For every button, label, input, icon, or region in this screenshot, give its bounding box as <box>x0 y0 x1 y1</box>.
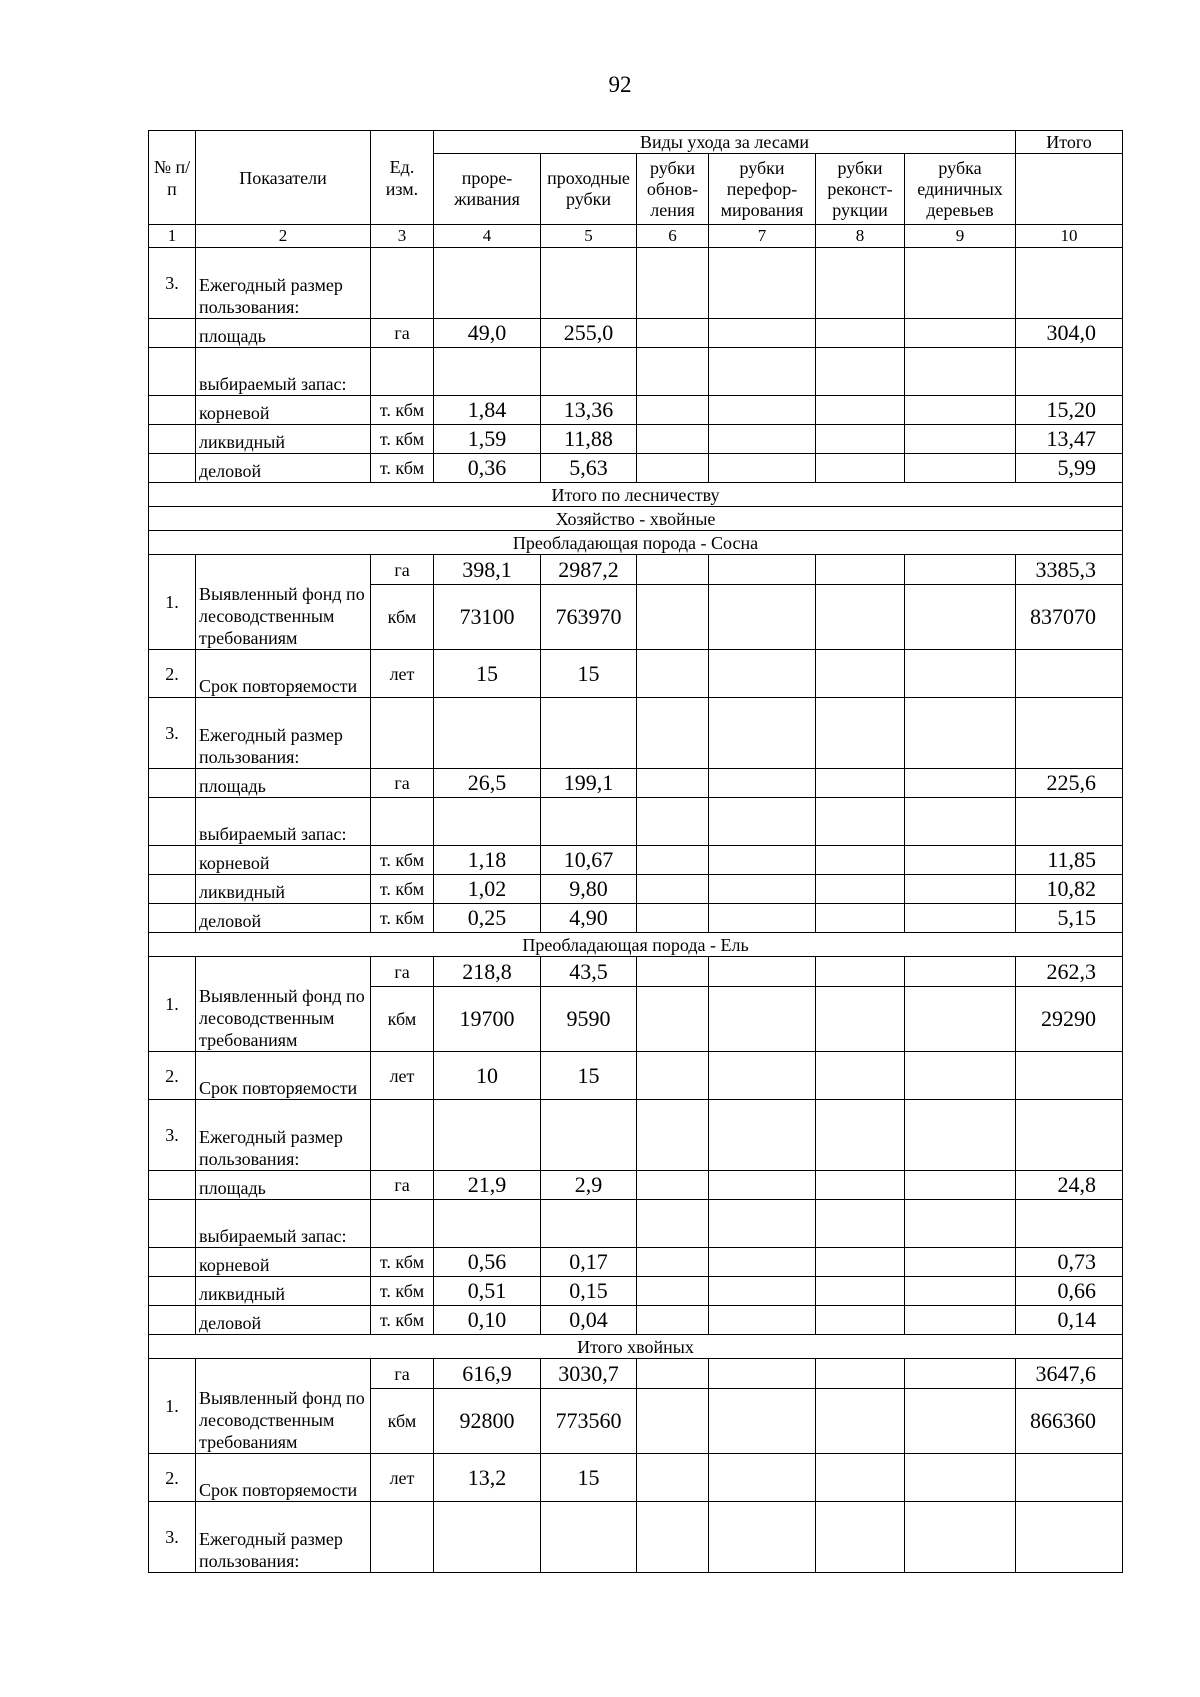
table-row <box>149 769 1123 798</box>
unit-cell: кбм <box>371 987 434 1052</box>
total-cell: 866360 <box>1016 1389 1123 1454</box>
value-cell: 19700 <box>434 987 541 1052</box>
table-row <box>149 846 1123 875</box>
table-row <box>149 1200 1123 1248</box>
value-cell: 15 <box>434 650 541 698</box>
value-cell: 616,9 <box>434 1359 541 1389</box>
value-cell: 92800 <box>434 1389 541 1454</box>
unit-cell: т. кбм <box>371 1248 434 1277</box>
column-number: 2 <box>196 225 371 248</box>
table-row <box>149 1306 1123 1335</box>
table-row <box>149 798 1123 846</box>
header-row-1 <box>149 131 1123 154</box>
value-cell: 9,80 <box>541 875 637 904</box>
row-label: Срок повторяемости <box>196 650 371 698</box>
unit-cell: т. кбм <box>371 875 434 904</box>
table-row <box>149 454 1123 483</box>
row-label: Срок повторяемости <box>196 1052 371 1100</box>
table-row <box>149 698 1123 769</box>
total-cell: 15,20 <box>1016 396 1123 425</box>
value-cell: 4,90 <box>541 904 637 933</box>
value-cell: 15 <box>541 1454 637 1502</box>
row-number: 2. <box>149 650 196 698</box>
table-row <box>149 650 1123 698</box>
value-cell: 0,17 <box>541 1248 637 1277</box>
unit-cell: га <box>371 769 434 798</box>
table-row <box>149 1277 1123 1306</box>
value-cell: 3030,7 <box>541 1359 637 1389</box>
unit-cell: лет <box>371 1454 434 1502</box>
table-row <box>149 1454 1123 1502</box>
row-label: деловой <box>196 454 371 483</box>
value-cell: 255,0 <box>541 319 637 348</box>
value-cell: 21,9 <box>434 1171 541 1200</box>
column-number: 1 <box>149 225 196 248</box>
row-label: выбираемый запас: <box>196 348 371 396</box>
value-cell: 0,56 <box>434 1248 541 1277</box>
row-label: деловой <box>196 1306 371 1335</box>
value-cell: 15 <box>541 1052 637 1100</box>
header-col-8: рубки реконст-рукции <box>816 154 905 225</box>
unit-cell: т. кбм <box>371 454 434 483</box>
row-label: Выявленный фонд по лесоводственным требованиям <box>196 957 371 1052</box>
total-cell: 225,6 <box>1016 769 1123 798</box>
unit-cell: лет <box>371 650 434 698</box>
row-label: Выявленный фонд по лесоводственным требованиям <box>196 555 371 650</box>
row-number: 1. <box>149 1359 196 1454</box>
table-row <box>149 319 1123 348</box>
value-cell: 10 <box>434 1052 541 1100</box>
unit-cell: га <box>371 555 434 585</box>
value-cell: 218,8 <box>434 957 541 987</box>
row-number: 1. <box>149 555 196 650</box>
section-row <box>149 483 1123 507</box>
column-number: 8 <box>816 225 905 248</box>
value-cell: 1,18 <box>434 846 541 875</box>
value-cell: 9590 <box>541 987 637 1052</box>
value-cell: 13,2 <box>434 1454 541 1502</box>
header-care-types: Виды ухода за лесами <box>434 131 1016 154</box>
section-row <box>149 933 1123 957</box>
value-cell: 199,1 <box>541 769 637 798</box>
row-label: ликвидный <box>196 1277 371 1306</box>
total-cell: 0,66 <box>1016 1277 1123 1306</box>
total-cell: 304,0 <box>1016 319 1123 348</box>
row-number: 3. <box>149 248 196 319</box>
unit-cell: т. кбм <box>371 904 434 933</box>
table-row <box>149 1248 1123 1277</box>
value-cell: 13,36 <box>541 396 637 425</box>
unit-cell: т. кбм <box>371 1277 434 1306</box>
value-cell: 763970 <box>541 585 637 650</box>
section-title: Преобладающая порода - Ель <box>149 933 1123 957</box>
total-cell: 29290 <box>1016 987 1123 1052</box>
value-cell: 2,9 <box>541 1171 637 1200</box>
row-number: 3. <box>149 1502 196 1573</box>
value-cell: 0,10 <box>434 1306 541 1335</box>
value-cell: 73100 <box>434 585 541 650</box>
column-number: 7 <box>709 225 816 248</box>
section-row <box>149 531 1123 555</box>
row-label: Выявленный фонд по лесоводственным требованиям <box>196 1359 371 1454</box>
table-row <box>149 348 1123 396</box>
value-cell: 1,02 <box>434 875 541 904</box>
forest-care-table <box>148 130 1123 1573</box>
header-col-7: рубки перефор-мирования <box>709 154 816 225</box>
table-row <box>149 875 1123 904</box>
column-number: 9 <box>905 225 1016 248</box>
unit-cell: т. кбм <box>371 846 434 875</box>
header-unit: Ед. изм. <box>371 131 434 225</box>
row-label: ликвидный <box>196 425 371 454</box>
row-label: корневой <box>196 846 371 875</box>
row-label: площадь <box>196 1171 371 1200</box>
value-cell: 49,0 <box>434 319 541 348</box>
row-label: корневой <box>196 1248 371 1277</box>
column-number-row <box>149 225 1123 248</box>
table-row <box>149 396 1123 425</box>
unit-cell: га <box>371 1359 434 1389</box>
column-number: 4 <box>434 225 541 248</box>
table-row <box>149 904 1123 933</box>
column-number: 3 <box>371 225 434 248</box>
unit-cell: лет <box>371 1052 434 1100</box>
header-total: Итого <box>1016 131 1123 154</box>
total-cell: 5,15 <box>1016 904 1123 933</box>
table-row <box>149 1171 1123 1200</box>
row-label: Срок повторяемости <box>196 1454 371 1502</box>
unit-cell: т. кбм <box>371 425 434 454</box>
value-cell: 0,04 <box>541 1306 637 1335</box>
unit-cell: кбм <box>371 585 434 650</box>
header-col-5: проходные рубки <box>541 154 637 225</box>
section-row <box>149 507 1123 531</box>
header-num: № п/п <box>149 131 196 225</box>
table-row <box>149 957 1123 987</box>
total-cell: 0,73 <box>1016 1248 1123 1277</box>
section-title: Итого хвойных <box>149 1335 1123 1359</box>
total-cell: 3647,6 <box>1016 1359 1123 1389</box>
total-cell: 11,85 <box>1016 846 1123 875</box>
unit-cell: га <box>371 319 434 348</box>
header-col-9: рубка единичных деревьев <box>905 154 1016 225</box>
value-cell: 11,88 <box>541 425 637 454</box>
unit-cell: т. кбм <box>371 396 434 425</box>
total-cell: 10,82 <box>1016 875 1123 904</box>
row-number: 1. <box>149 957 196 1052</box>
table-row <box>149 248 1123 319</box>
total-cell: 5,99 <box>1016 454 1123 483</box>
row-label: Ежегодный размер пользования: <box>196 698 371 769</box>
value-cell: 43,5 <box>541 957 637 987</box>
row-label: площадь <box>196 769 371 798</box>
value-cell: 5,63 <box>541 454 637 483</box>
value-cell: 26,5 <box>434 769 541 798</box>
value-cell: 0,36 <box>434 454 541 483</box>
value-cell: 1,59 <box>434 425 541 454</box>
row-label: площадь <box>196 319 371 348</box>
header-total-empty <box>1016 154 1123 225</box>
row-number: 2. <box>149 1454 196 1502</box>
row-number: 2. <box>149 1052 196 1100</box>
total-cell: 262,3 <box>1016 957 1123 987</box>
header-indicators: Показатели <box>196 131 371 225</box>
row-label: Ежегодный размер пользования: <box>196 1502 371 1573</box>
page-number: 92 <box>608 72 632 97</box>
total-cell: 0,14 <box>1016 1306 1123 1335</box>
row-label: деловой <box>196 904 371 933</box>
row-label: Ежегодный размер пользования: <box>196 1100 371 1171</box>
value-cell: 398,1 <box>434 555 541 585</box>
unit-cell: т. кбм <box>371 1306 434 1335</box>
table-row <box>149 555 1123 585</box>
unit-cell: га <box>371 957 434 987</box>
table-row <box>149 1359 1123 1389</box>
value-cell: 0,15 <box>541 1277 637 1306</box>
row-label: корневой <box>196 396 371 425</box>
table-row <box>149 1100 1123 1171</box>
total-cell: 13,47 <box>1016 425 1123 454</box>
row-number: 3. <box>149 1100 196 1171</box>
header-col-6: рубки обнов-ления <box>637 154 709 225</box>
value-cell: 1,84 <box>434 396 541 425</box>
section-title: Хозяйство - хвойные <box>149 507 1123 531</box>
value-cell: 10,67 <box>541 846 637 875</box>
row-label: выбираемый запас: <box>196 1200 371 1248</box>
table-row <box>149 1052 1123 1100</box>
total-cell: 837070 <box>1016 585 1123 650</box>
row-label: Ежегодный размер пользования: <box>196 248 371 319</box>
section-title: Итого по лесничеству <box>149 483 1123 507</box>
row-label: выбираемый запас: <box>196 798 371 846</box>
row-number: 3. <box>149 698 196 769</box>
value-cell: 0,51 <box>434 1277 541 1306</box>
column-number: 10 <box>1016 225 1123 248</box>
total-cell: 24,8 <box>1016 1171 1123 1200</box>
table-row <box>149 425 1123 454</box>
unit-cell: га <box>371 1171 434 1200</box>
section-title: Преобладающая порода - Сосна <box>149 531 1123 555</box>
value-cell: 2987,2 <box>541 555 637 585</box>
value-cell: 15 <box>541 650 637 698</box>
column-number: 5 <box>541 225 637 248</box>
header-col-4: проре-живания <box>434 154 541 225</box>
total-cell: 3385,3 <box>1016 555 1123 585</box>
value-cell: 0,25 <box>434 904 541 933</box>
column-number: 6 <box>637 225 709 248</box>
value-cell: 773560 <box>541 1389 637 1454</box>
row-label: ликвидный <box>196 875 371 904</box>
unit-cell: кбм <box>371 1389 434 1454</box>
section-row <box>149 1335 1123 1359</box>
table-row <box>149 1502 1123 1573</box>
